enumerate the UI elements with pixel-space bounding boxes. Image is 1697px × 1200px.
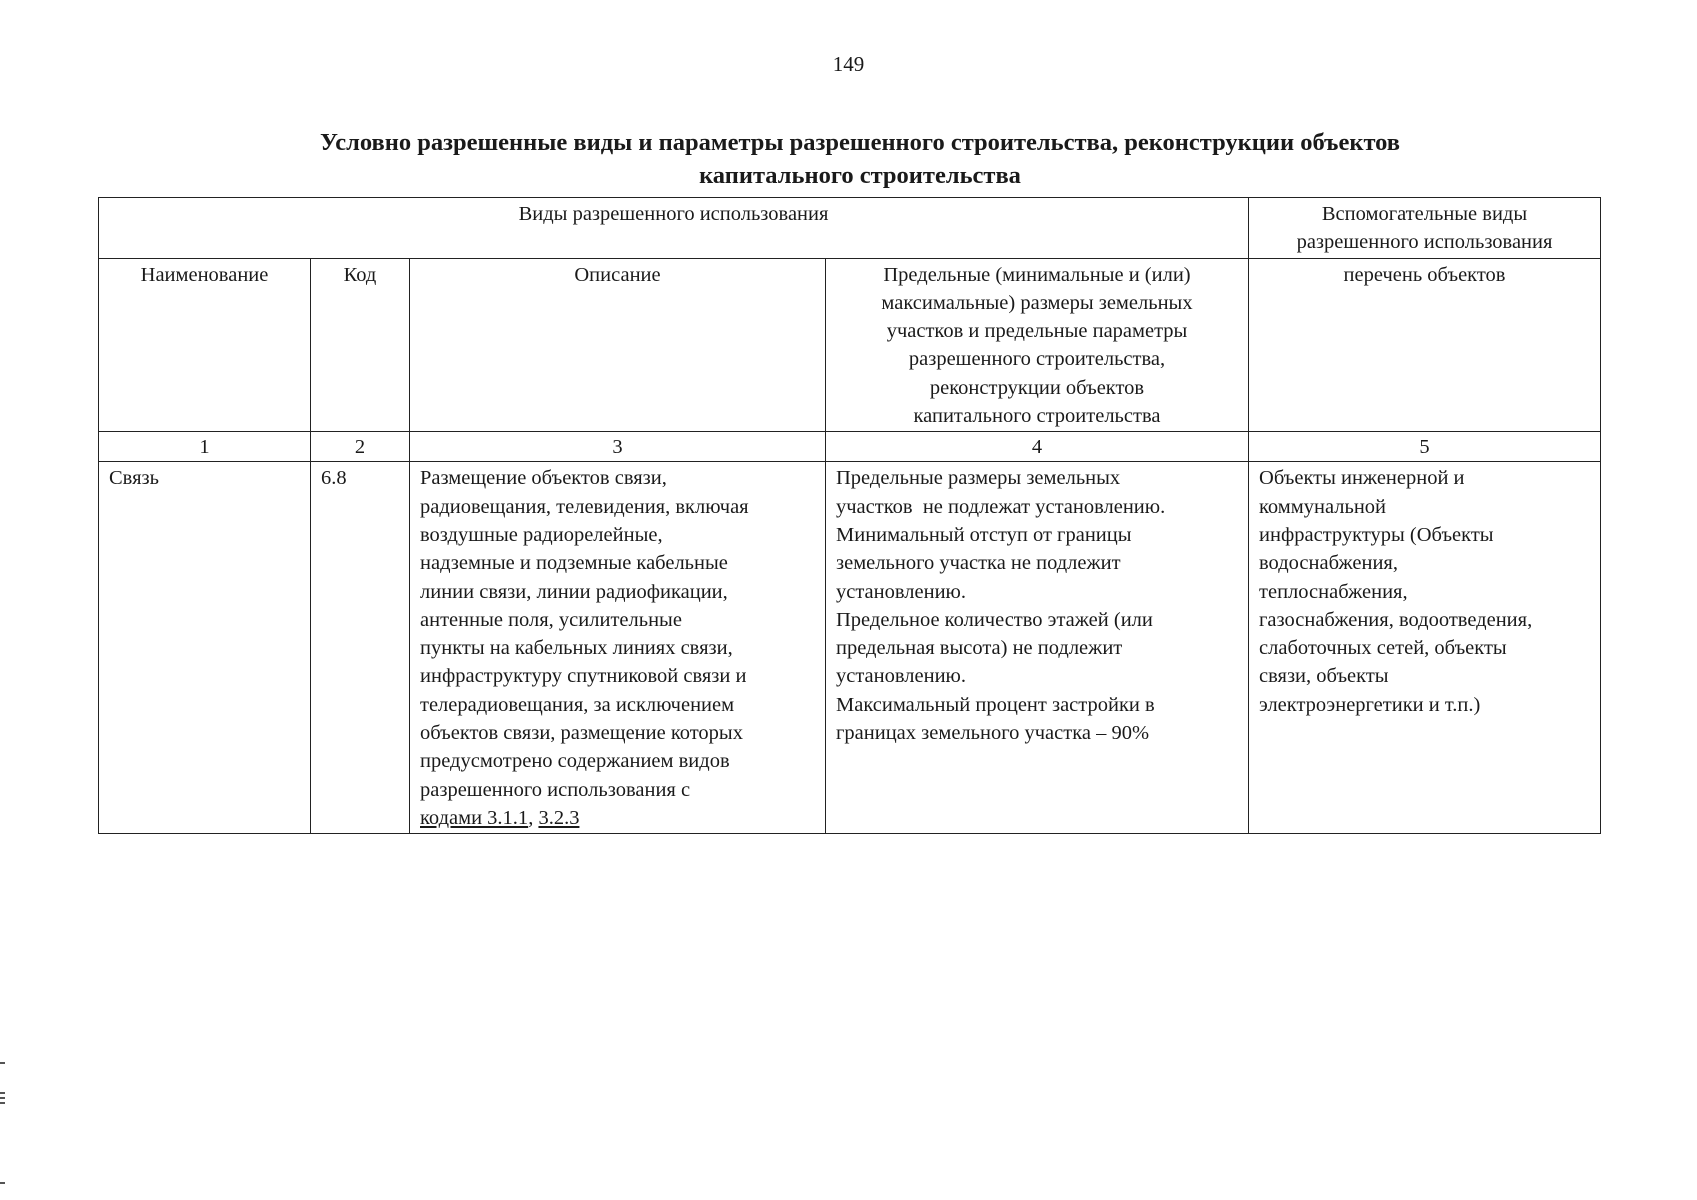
column-number: 4 bbox=[826, 432, 1249, 462]
table-group-header-row bbox=[99, 198, 1601, 259]
column-number: 3 bbox=[410, 432, 826, 462]
code-reference-link[interactable]: кодами 3.1.1 bbox=[420, 806, 529, 829]
column-number-row bbox=[99, 432, 1601, 462]
scan-margin-mark bbox=[0, 1102, 5, 1104]
cell-description: Размещение объектов связи, радиовещания, телевидения, включая воздушные радиорелейные, надземные и подземные кабельные линии связи, линии радиофикации, антенные поля, усилительные пункты на кабельных линиях связи, инфраструктуру спутниковой связи и телерадиовещания, за исключением объектов связи, размещение которых предусмотрено содержанием видов разрешенного использования с кодами 3.1.1, 3.2.3 bbox=[410, 462, 826, 834]
cell-code: 6.8 bbox=[311, 462, 410, 834]
scan-margin-mark bbox=[0, 1092, 5, 1094]
code-reference-link[interactable]: 3.2.3 bbox=[538, 806, 580, 829]
title-line-1: Условно разрешенные виды и параметры разрешенного строительства, реконструкции объектов bbox=[319, 129, 1401, 156]
document-title bbox=[180, 126, 1540, 192]
cell-aux-objects: Объекты инженерной и коммунальной инфраструктуры (Объекты водоснабжения, теплоснабжения, газоснабжения, водоотведения, слаботочных сетей, объекты связи, объекты электроэнергетики и т.п.) bbox=[1249, 462, 1601, 834]
column-header-aux-list: перечень объектов bbox=[1249, 258, 1601, 432]
scan-margin-mark bbox=[0, 1097, 5, 1099]
table-column-header-row bbox=[99, 258, 1601, 432]
column-header-limits: Предельные (минимальные и (или) максимальные) размеры земельных участков и предельные параметры разрешенного строительства, реконструкции объектов капитального строительства bbox=[826, 258, 1249, 432]
page-number: 149 bbox=[832, 52, 865, 76]
column-header-name: Наименование bbox=[99, 258, 311, 432]
land-use-table bbox=[98, 197, 1601, 834]
column-header-code: Код bbox=[311, 258, 410, 432]
column-number: 2 bbox=[311, 432, 410, 462]
column-header-description: Описание bbox=[410, 258, 826, 432]
title-line-2: капитального строительства bbox=[699, 162, 1021, 189]
column-number: 5 bbox=[1249, 432, 1601, 462]
table-row bbox=[99, 462, 1601, 834]
cell-limits: Предельные размеры земельных участков не подлежат установлению. Минимальный отступ от границы земельного участка не подлежит установлению. Предельное количество этажей (или предельная высота) не подлежит установлению. Максимальный процент застройки в границах земельного участка – 90% bbox=[826, 462, 1249, 834]
column-number: 1 bbox=[99, 432, 311, 462]
scan-margin-mark bbox=[0, 1062, 5, 1064]
scan-margin-mark bbox=[0, 1182, 5, 1184]
cell-name: Связь bbox=[99, 462, 311, 834]
header-auxiliary-uses: Вспомогательные виды разрешенного использования bbox=[1249, 198, 1601, 259]
header-permitted-uses: Виды разрешенного использования bbox=[99, 198, 1249, 259]
